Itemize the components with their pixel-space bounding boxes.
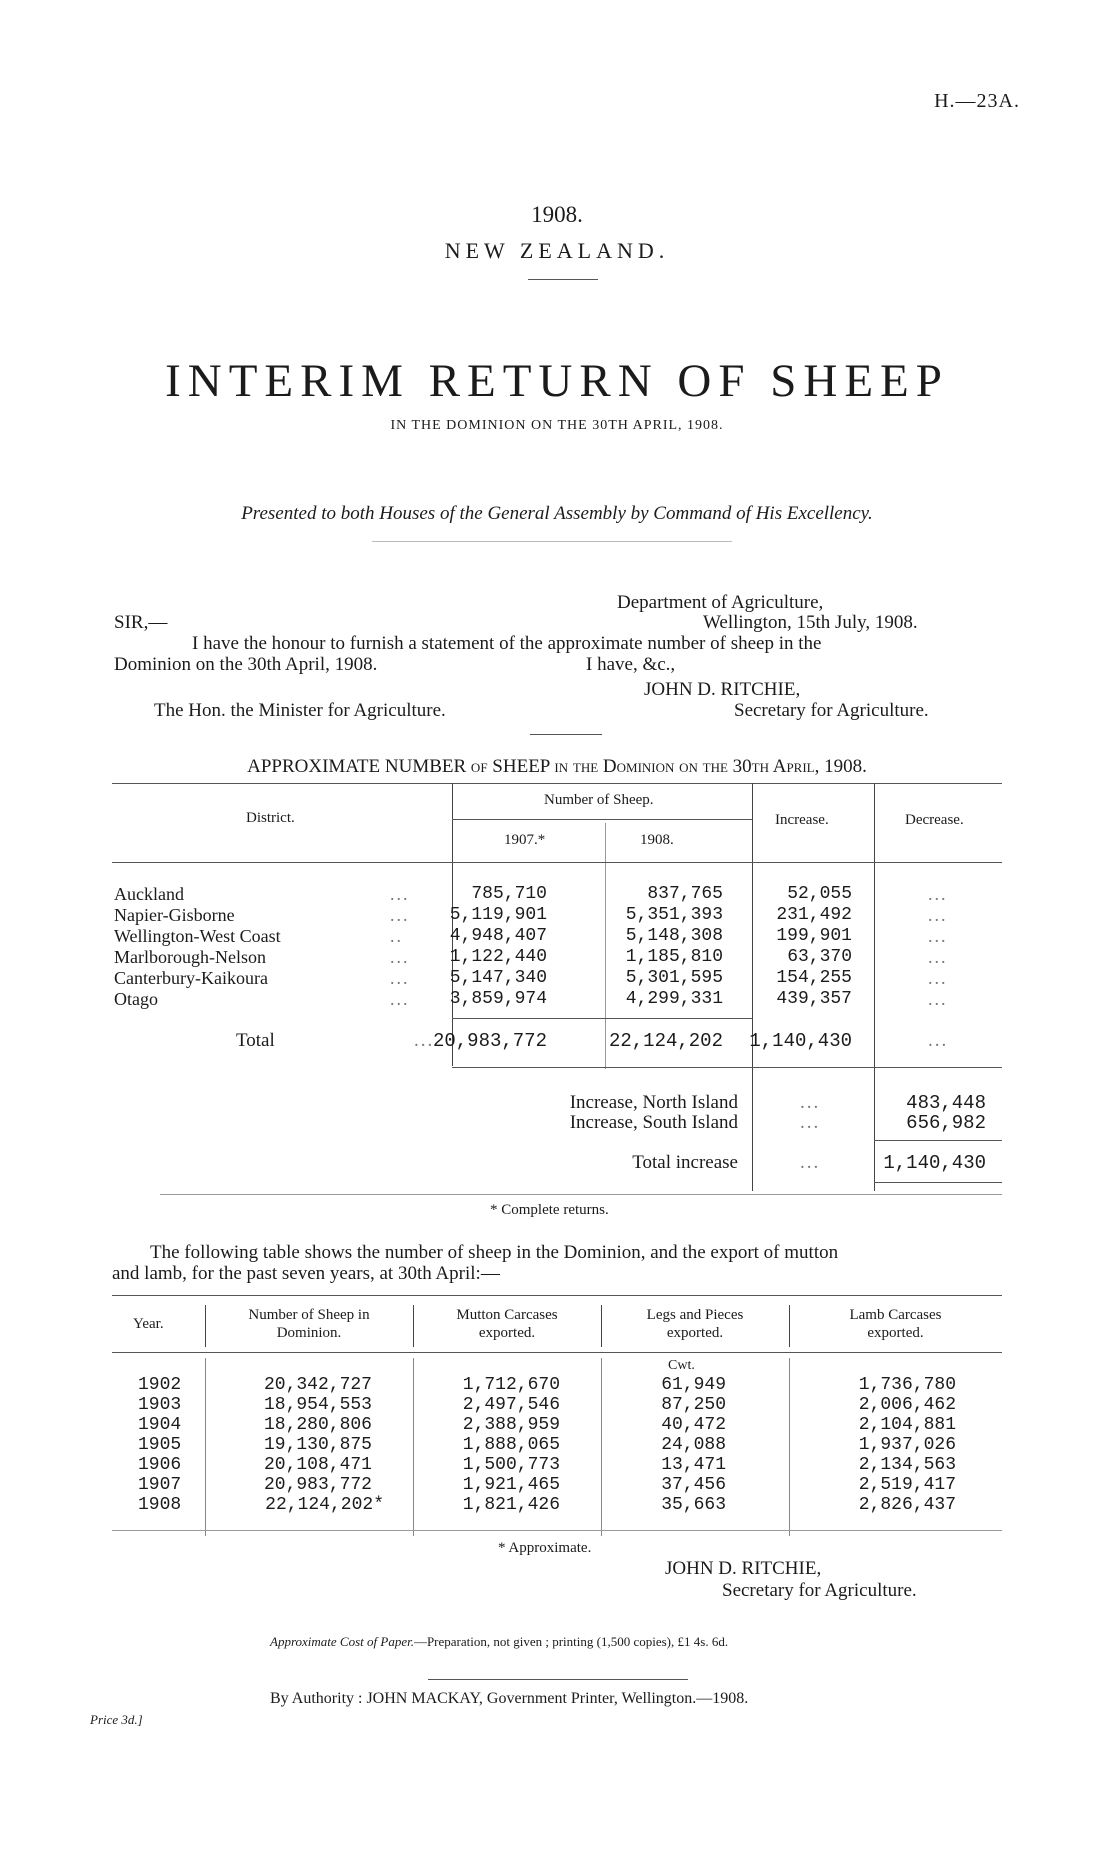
total-rule [452, 1018, 752, 1019]
table2-header-legs-line1: Legs and Pieces [646, 1307, 744, 1323]
leader-dots: ... [390, 884, 410, 904]
year-cell: 1906 [138, 1455, 182, 1475]
value-increase: 63,370 [787, 947, 852, 967]
legs-cell: 35,663 [661, 1495, 726, 1515]
summary-north-label: Increase, North Island [569, 1092, 738, 1113]
sheep-cell: 18,954,553 [263, 1395, 372, 1415]
value-increase: 439,357 [776, 989, 852, 1009]
country-heading: NEW ZEALAND. [444, 238, 670, 263]
legs-cell: 40,472 [661, 1415, 726, 1435]
lamb-cell: 2,826,437 [858, 1495, 956, 1515]
table1-vline [605, 823, 606, 1069]
table1-caption: APPROXIMATE NUMBER of SHEEP in the Dominion on the 30th April, 1908. [247, 756, 867, 777]
total-1908: 22,124,202 [608, 1030, 723, 1052]
year-cell: 1908 [138, 1495, 182, 1515]
table1-header-rule [112, 862, 1002, 863]
mutton-cell: 1,821,426 [462, 1495, 560, 1515]
total-increase-label: Total increase [632, 1152, 738, 1173]
total-increase: 1,140,430 [749, 1030, 852, 1052]
letter-salutation: SIR,— [114, 612, 168, 633]
year-cell: 1904 [138, 1415, 182, 1435]
table2-header-sheep-line1: Number of Sheep in [248, 1307, 370, 1323]
table2-header-mutton-line2: exported. [478, 1325, 536, 1341]
letter-body-line1: I have the honour to furnish a statement of the approximate number of sheep in the [192, 633, 822, 654]
document-year: 1908. [531, 202, 583, 227]
value-decrease: ... [928, 968, 948, 988]
table2-header-rule [112, 1352, 1002, 1353]
table1-header-district: District. [246, 810, 295, 826]
total-increase-value: 1,140,430 [883, 1152, 986, 1174]
table1-header-number-of-sheep: Number of Sheep. [544, 792, 654, 808]
letter-department: Department of Agriculture, [617, 592, 824, 613]
total-bottom-rule [452, 1067, 1002, 1068]
legs-cell: 61,949 [661, 1375, 726, 1395]
lamb-cell: 1,736,780 [858, 1375, 956, 1395]
letter-body-line2: Dominion on the 30th April, 1908. [114, 654, 378, 675]
district-name: Napier-Gisborne [114, 905, 235, 925]
district-name: Otago [114, 989, 158, 1009]
lamb-cell: 2,104,881 [858, 1415, 956, 1435]
legs-unit: Cwt. [668, 1358, 695, 1373]
cost-note [270, 1634, 728, 1650]
table2-footnote: * Approximate. [498, 1540, 592, 1556]
leader-dots: ... [390, 989, 410, 1009]
legs-cell: 37,456 [661, 1475, 726, 1495]
value-1908: 5,351,393 [625, 905, 723, 925]
table1-vline [752, 783, 753, 1191]
total-decrease: ... [928, 1030, 949, 1051]
summary-south-dots: ... [800, 1112, 821, 1133]
page-title: INTERIM RETURN OF SHEEP [165, 355, 949, 407]
value-1907: 1,122,440 [449, 947, 547, 967]
district-name: Canterbury-Kaikoura [114, 968, 268, 988]
value-1907: 3,859,974 [449, 989, 547, 1009]
sheep-cell: 20,108,471 [263, 1455, 372, 1475]
table2-vline [789, 1358, 790, 1536]
cost-note-label: Approximate Cost of Paper. [270, 1634, 414, 1649]
legs-cell: 24,088 [661, 1435, 726, 1455]
sheep-cell: 18,280,806 [263, 1415, 372, 1435]
value-1908: 5,148,308 [625, 926, 723, 946]
total-label: Total [236, 1030, 275, 1051]
value-increase: 199,901 [776, 926, 852, 946]
value-decrease: ... [928, 905, 948, 925]
value-decrease: ... [928, 947, 948, 967]
letter-addressee: The Hon. the Minister for Agriculture. [154, 700, 446, 721]
district-name: Marlborough-Nelson [114, 947, 266, 967]
table2-vline [601, 1358, 602, 1536]
summary-south-label: Increase, South Island [569, 1112, 738, 1133]
summary-south-value: 656,982 [906, 1112, 986, 1134]
total-increase-dots: ... [800, 1152, 821, 1173]
year-cell: 1903 [138, 1395, 182, 1415]
table2-intro-line2: and lamb, for the past seven years, at 30th April:— [112, 1263, 500, 1284]
cost-note-text: —Preparation, not given ; printing (1,500 copies), £1 4s. 6d. [413, 1634, 729, 1649]
table1-header-1908: 1908. [640, 832, 674, 848]
page-subtitle: IN THE DOMINION ON THE 30TH APRIL, 1908. [390, 418, 724, 433]
table2-vline [413, 1358, 414, 1536]
value-increase: 231,492 [776, 905, 852, 925]
year-cell: 1907 [138, 1475, 182, 1495]
summary-rule [874, 1182, 1002, 1183]
value-1908: 1,185,810 [625, 947, 723, 967]
leader-dots: .. [390, 926, 403, 946]
table2-header-mutton-line1: Mutton Carcases [456, 1307, 558, 1323]
table2-intro-line1: The following table shows the number of sheep in the Dominion, and the export of mutton [150, 1242, 839, 1263]
value-1908: 4,299,331 [625, 989, 723, 1009]
total-1907: 20,983,772 [432, 1030, 547, 1052]
signature-title: Secretary for Agriculture. [722, 1580, 917, 1601]
table2-bottom-rule [112, 1530, 1002, 1531]
mutton-cell: 2,388,959 [462, 1415, 560, 1435]
legs-cell: 87,250 [661, 1395, 726, 1415]
price-note: Price 3d.] [90, 1712, 143, 1727]
mutton-cell: 2,497,546 [462, 1395, 560, 1415]
value-1907: 5,147,340 [449, 968, 547, 988]
summary-rule [874, 1140, 1002, 1141]
document-reference: H.—23A. [934, 90, 1020, 112]
value-increase: 154,255 [776, 968, 852, 988]
value-1907: 5,119,901 [449, 905, 547, 925]
divider [528, 279, 598, 280]
sheep-cell: 22,124,202* [265, 1495, 384, 1515]
presented-note: Presented to both Houses of the General Assembly by Command of His Excellency. [241, 503, 873, 524]
year-cell: 1902 [138, 1375, 182, 1395]
value-1907: 785,710 [471, 884, 547, 904]
value-1908: 5,301,595 [625, 968, 723, 988]
table1-header-1907: 1907.* [504, 832, 546, 848]
leader-dots: ... [390, 968, 410, 988]
table1-top-rule [112, 783, 1002, 784]
table2-header-lamb-line2: exported. [867, 1325, 924, 1341]
leader-dots: ... [390, 905, 410, 925]
letter-signatory: JOHN D. RITCHIE, [644, 679, 801, 700]
sheep-cell: 19,130,875 [263, 1435, 372, 1455]
lamb-cell: 2,134,563 [858, 1455, 956, 1475]
lamb-cell: 1,937,026 [858, 1435, 956, 1455]
district-name: Wellington-West Coast [114, 926, 281, 946]
value-increase: 52,055 [787, 884, 852, 904]
table2-header-year: Year. [133, 1316, 164, 1332]
legs-cell: 13,471 [661, 1455, 726, 1475]
divider [530, 734, 602, 735]
table2-header-legs-line2: exported. [666, 1325, 724, 1341]
letter-place-date: Wellington, 15th July, 1908. [703, 612, 918, 633]
mutton-cell: 1,500,773 [462, 1455, 560, 1475]
value-decrease: ... [928, 926, 948, 946]
mutton-cell: 1,921,465 [462, 1475, 560, 1495]
value-decrease: ... [928, 884, 948, 904]
value-1907: 4,948,407 [449, 926, 547, 946]
lamb-cell: 2,006,462 [858, 1395, 956, 1415]
table1-header-decrease: Decrease. [905, 812, 964, 828]
mutton-cell: 1,712,670 [462, 1375, 560, 1395]
sheep-cell: 20,342,727 [263, 1375, 372, 1395]
divider [428, 1679, 688, 1680]
value-decrease: ... [928, 989, 948, 1009]
table2-header-lamb-line1: Lamb Carcases [849, 1307, 942, 1323]
sheep-cell: 20,983,772 [263, 1475, 372, 1495]
table1-vline [874, 783, 875, 1191]
leader-dots: ... [390, 947, 410, 967]
divider [372, 541, 732, 542]
mutton-cell: 1,888,065 [462, 1435, 560, 1455]
table1-subheader-rule [452, 819, 752, 820]
summary-north-value: 483,448 [906, 1092, 986, 1114]
lamb-cell: 2,519,417 [858, 1475, 956, 1495]
table2-vline [205, 1358, 206, 1536]
leader-dots: ... [414, 1030, 435, 1051]
table1-footnote: * Complete returns. [490, 1202, 609, 1218]
table2-header-sheep-line2: Dominion. [276, 1325, 342, 1341]
value-1908: 837,765 [647, 884, 723, 904]
letter-signatory-title: Secretary for Agriculture. [734, 700, 929, 721]
signature-name: JOHN D. RITCHIE, [665, 1558, 822, 1579]
year-cell: 1905 [138, 1435, 182, 1455]
letter-closing: I have, &c., [586, 654, 676, 675]
district-name: Auckland [114, 884, 184, 904]
printer-authority: By Authority : JOHN MACKAY, Government Printer, Wellington.—1908. [270, 1690, 749, 1707]
table1-bottom-rule [160, 1194, 1002, 1195]
table2-top-rule [112, 1295, 1002, 1296]
table1-header-increase: Increase. [775, 812, 829, 828]
summary-north-dots: ... [800, 1092, 821, 1113]
